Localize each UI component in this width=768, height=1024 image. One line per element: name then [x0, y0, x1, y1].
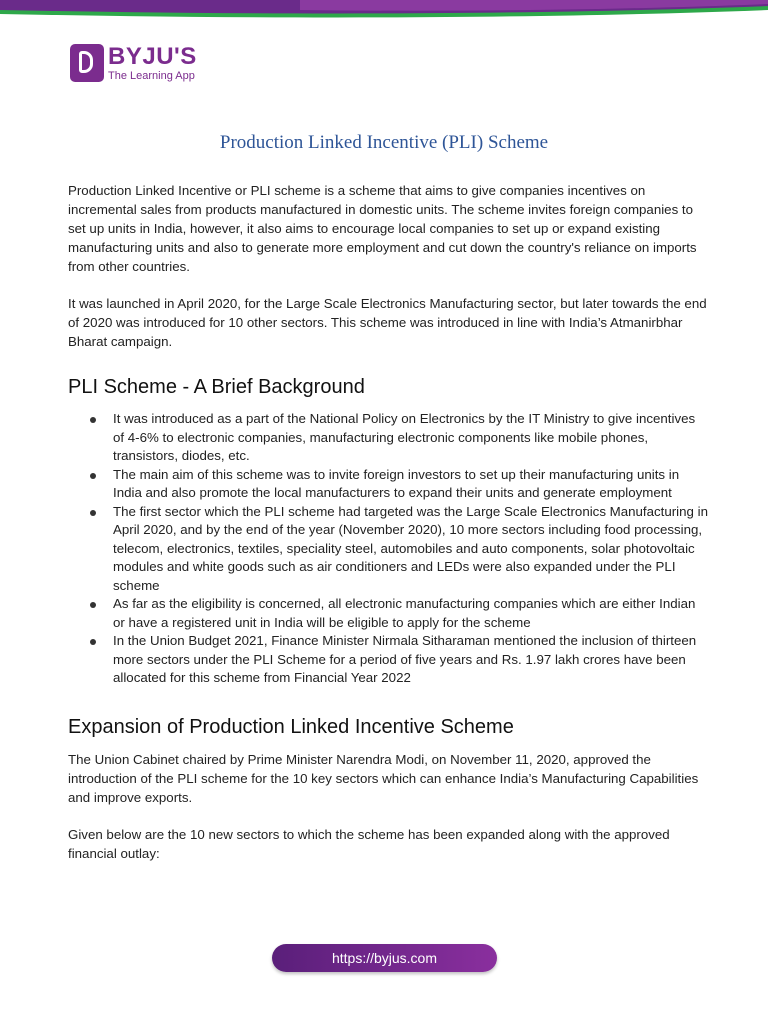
section-heading-background: PLI Scheme - A Brief Background [68, 376, 365, 398]
section-heading-expansion: Expansion of Production Linked Incentive Scheme [68, 716, 514, 738]
footer-url-link[interactable]: https://byjus.com [272, 944, 497, 972]
byjus-logo-icon [70, 44, 104, 82]
bullet-icon [90, 473, 96, 479]
header-decorative-band [0, 0, 768, 28]
list-item: The main aim of this scheme was to invite foreign investors to set up their manufacturing units in India and also promote the local manufacturers to expand their units and generate employment [68, 466, 708, 503]
brand-name: BYJU'S [108, 42, 197, 70]
bullet-icon [90, 417, 96, 423]
list-item: As far as the eligibility is concerned, all electronic manufacturing companies which are either Indian or have a registered unit in India will be eligible to apply for the scheme [68, 595, 708, 632]
bullet-icon [90, 602, 96, 608]
list-item: In the Union Budget 2021, Finance Minister Nirmala Sitharaman mentioned the inclusion of thirteen more sectors under the PLI Scheme for a period of five years and Rs. 1.97 lakh crores have been allocated for this scheme from Financial Year 2022 [68, 632, 708, 688]
list-item: The first sector which the PLI scheme had targeted was the Large Scale Electronics Manufacturing in April 2020, and by the end of the year (November 2020), 10 more sectors including food processing, telecom, electronics, textiles, speciality steel, automobiles and auto components, solar photovoltaic modules and white goods such as air conditioners and LEDs were also expanded under the PLI scheme [68, 503, 708, 596]
intro-paragraph-2: It was launched in April 2020, for the Large Scale Electronics Manufacturing sector, but later towards the end of 2020 was introduced for 10 other sectors. This scheme was introduced in line with India’s Atmanirbhar Bharat campaign. [68, 296, 707, 349]
page-title: Production Linked Incentive (PLI) Scheme [219, 132, 549, 153]
bullet-icon [90, 639, 96, 645]
background-bullet-list [68, 410, 708, 688]
expansion-paragraph-1: The Union Cabinet chaired by Prime Minister Narendra Modi, on November 11, 2020, approved the introduction of the PLI scheme for the 10 key sectors which can enhance India’s Manufacturing Capabilities and improve exports. [68, 752, 699, 805]
expansion-paragraph-2: Given below are the 10 new sectors to which the scheme has been expanded along with the approved financial outlay: [68, 827, 670, 861]
bullet-icon [90, 510, 96, 516]
intro-paragraph-1: Production Linked Incentive or PLI scheme is a scheme that aims to give companies incentives on incremental sales from products manufactured in domestic units. The scheme invites foreign companies to set up units in India, however, it also aims to encourage local companies to set up or expand existing manufacturing units and also to generate more employment and cut down the country's reliance on imports from other countries. [68, 183, 697, 274]
byjus-logo [70, 44, 197, 82]
brand-tagline: The Learning App [108, 69, 195, 82]
list-item: It was introduced as a part of the National Policy on Electronics by the IT Ministry to give incentives of 4-6% to electronic companies, manufacturing electronic components like mobile phones, transistors, diodes, etc. [68, 410, 708, 466]
